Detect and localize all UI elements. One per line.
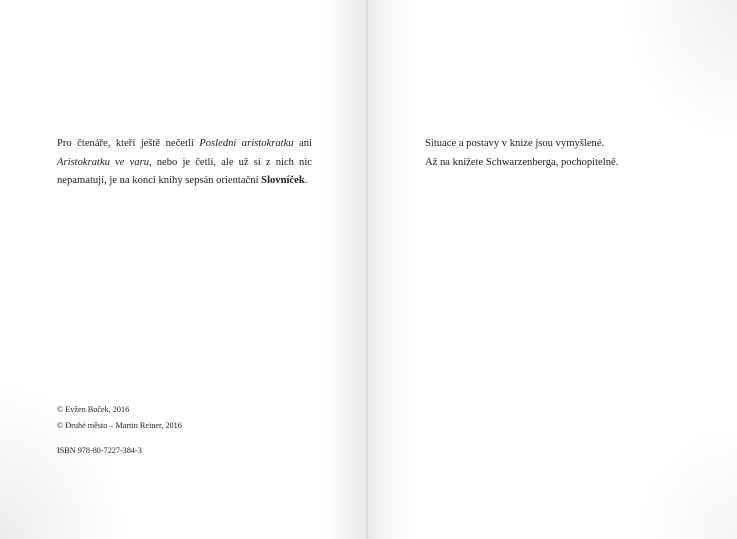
disclaimer-line-1: Situace a postavy v knize jsou vymyšlené. [425,138,605,149]
intro-text-4: . [304,175,308,187]
disclaimer-line-2: Až na knížete Schwarzenberga, pochopitelně. [425,156,619,168]
copyright-author: © Evžen Boček, 2016 [57,405,130,414]
book-title-aristokratka-ve-varu: Aristokratku ve varu [57,156,149,168]
intro-text-2: ani [293,138,313,149]
intro-text-3: , nebo je četli, ale už si z nich nic nepamatují, je na konci knihy sepsán orientační [57,156,312,187]
glossary-reference: Slovníček [261,175,305,187]
book-title-posledni-aristokratka: Poslední aristokratku [199,138,294,149]
right-page [368,0,737,539]
copyright-publisher: © Druhé město – Martin Reiner, 2016 [57,421,182,430]
disclaimer [425,135,725,172]
intro-text-1: Pro čtenáře, kteří ještě nečetli [57,138,200,149]
intro-paragraph [57,135,312,191]
copyright-block [57,402,182,434]
isbn: ISBN 978-80-7227-384-3 [57,446,142,455]
left-page [0,0,368,539]
